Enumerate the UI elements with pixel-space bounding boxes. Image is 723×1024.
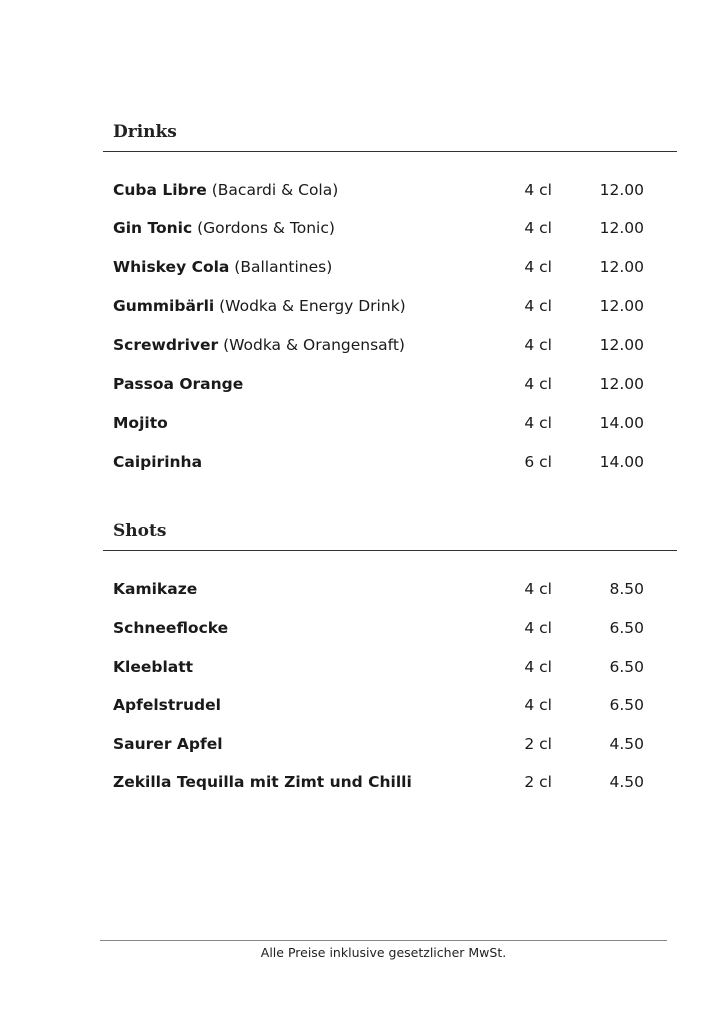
menu-row xyxy=(0,578,723,600)
item-volume: 4 cl xyxy=(524,181,552,199)
item-description: (Wodka & Energy Drink) xyxy=(214,297,406,315)
item-price: 8.50 xyxy=(609,580,644,598)
item-volume: 4 cl xyxy=(524,336,552,354)
item-name: Cuba Libre xyxy=(113,181,207,199)
item-price: 14.00 xyxy=(599,414,644,432)
menu-row xyxy=(0,694,723,716)
menu-row xyxy=(0,256,723,278)
item-volume: 4 cl xyxy=(524,696,552,714)
item-volume: 2 cl xyxy=(524,773,552,791)
item-volume: 6 cl xyxy=(524,453,552,471)
menu-row xyxy=(0,373,723,395)
menu-row xyxy=(0,733,723,755)
item-name: Zekilla Tequilla mit Zimt und Chilli xyxy=(113,773,412,791)
tax-note: Alle Preise inklusive gesetzlicher MwSt. xyxy=(260,945,507,960)
item-price: 12.00 xyxy=(599,297,644,315)
item-name: Passoa Orange xyxy=(113,375,244,393)
menu-row xyxy=(0,656,723,678)
item-name: Kamikaze xyxy=(113,580,198,598)
item-price: 4.50 xyxy=(609,773,644,791)
item-price: 6.50 xyxy=(609,658,644,676)
item-volume: 2 cl xyxy=(524,735,552,753)
menu-row xyxy=(0,217,723,239)
item-price: 14.00 xyxy=(599,453,644,471)
menu-row xyxy=(0,334,723,356)
item-description: (Bacardi & Cola) xyxy=(206,181,339,199)
item-name: Gummibärli xyxy=(113,297,215,315)
item-price: 12.00 xyxy=(599,258,644,276)
item-price: 4.50 xyxy=(609,735,644,753)
drinks-heading: Drinks xyxy=(113,122,177,142)
item-volume: 4 cl xyxy=(524,580,552,598)
menu-row xyxy=(0,412,723,434)
item-price: 6.50 xyxy=(609,696,644,714)
item-name: Screwdriver xyxy=(113,336,219,354)
item-volume: 4 cl xyxy=(524,414,552,432)
footer-divider xyxy=(100,940,667,941)
item-price: 6.50 xyxy=(609,619,644,637)
item-volume: 4 cl xyxy=(524,297,552,315)
menu-row xyxy=(0,771,723,793)
item-description: (Wodka & Orangensaft) xyxy=(218,336,405,354)
menu-row xyxy=(0,179,723,201)
menu-row xyxy=(0,451,723,473)
item-name: Kleeblatt xyxy=(113,658,194,676)
item-name: Mojito xyxy=(113,414,168,432)
item-price: 12.00 xyxy=(599,375,644,393)
menu-row xyxy=(0,295,723,317)
item-name: Caipirinha xyxy=(113,453,203,471)
item-volume: 4 cl xyxy=(524,258,552,276)
item-name: Saurer Apfel xyxy=(113,735,223,753)
drinks-divider xyxy=(103,151,677,152)
item-volume: 4 cl xyxy=(524,619,552,637)
item-name: Apfelstrudel xyxy=(113,696,221,714)
item-price: 12.00 xyxy=(599,181,644,199)
shots-divider xyxy=(103,550,677,551)
menu-row xyxy=(0,617,723,639)
item-price: 12.00 xyxy=(599,336,644,354)
item-name: Schneeflocke xyxy=(113,619,229,637)
item-volume: 4 cl xyxy=(524,219,552,237)
shots-heading: Shots xyxy=(113,521,167,541)
item-name: Gin Tonic xyxy=(113,219,193,237)
item-volume: 4 cl xyxy=(524,658,552,676)
item-volume: 4 cl xyxy=(524,375,552,393)
item-description: (Ballantines) xyxy=(229,258,333,276)
item-name: Whiskey Cola xyxy=(113,258,230,276)
item-price: 12.00 xyxy=(599,219,644,237)
item-description: (Gordons & Tonic) xyxy=(192,219,335,237)
